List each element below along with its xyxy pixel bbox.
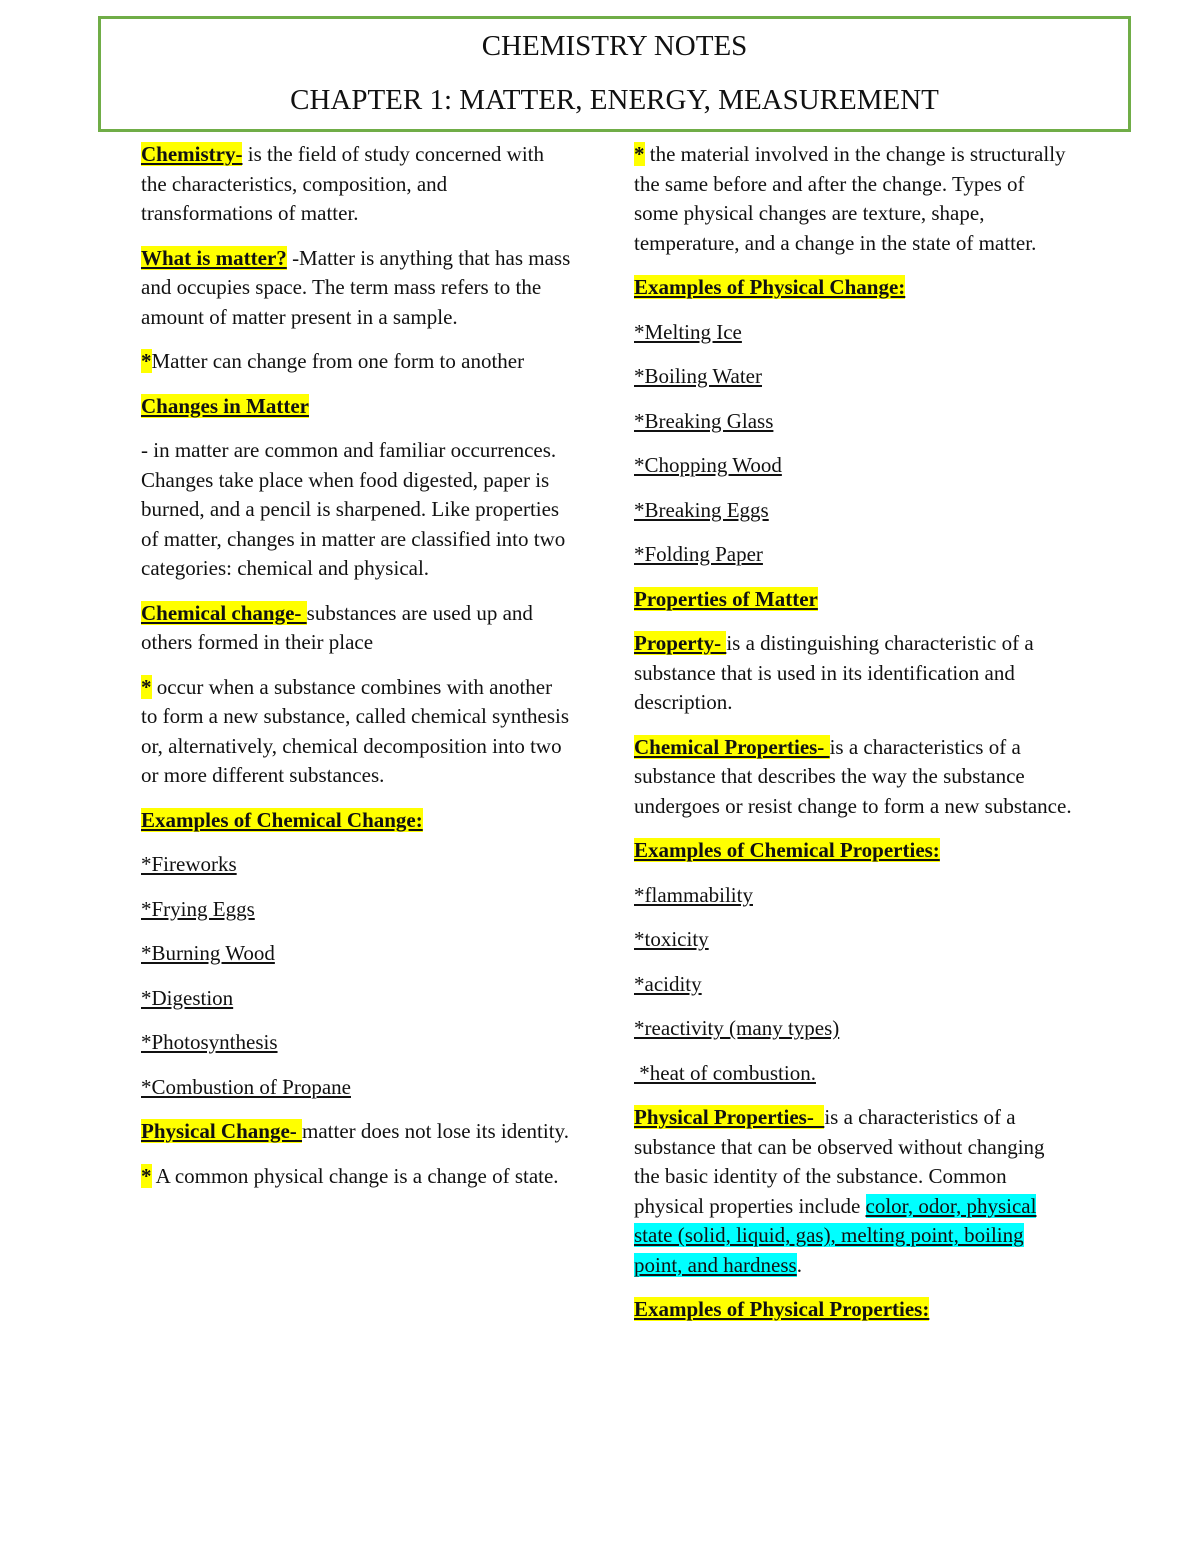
list-item: *Melting Ice [634,319,742,344]
chemical-change-note [141,673,571,791]
matter-change-note [141,347,571,377]
phys-props-examples-heading: Examples of Physical Properties: [634,1297,930,1321]
list-item: *heat of combustion. [634,1060,816,1085]
list-item: *acidity [634,971,702,996]
props-heading-para [634,585,1074,615]
physical-change-def: matter does not lose its identity. [302,1119,569,1143]
physical-change-term: Physical Change- [141,1119,303,1143]
chem-examples-heading-para [141,806,571,836]
phys-props-examples-heading-para [634,1295,1074,1325]
list-item: *toxicity [634,927,709,951]
physical-properties-definition [634,1103,1074,1280]
chemistry-term: Chemistry- [141,142,243,166]
list-item: *Folding Paper [634,542,763,566]
left-column [141,140,571,1206]
list-item: *Photosynthesis [141,1030,278,1054]
star-marker: * [141,1163,152,1188]
physical-change-note [141,1162,571,1192]
chemistry-definition [141,140,571,229]
phys-examples-heading: Examples of Physical Change: [634,275,906,299]
matter-def-text: -Matter is anything that has mass and occupies space. The term mass refers to the amount of matter present in a sample. [141,245,571,329]
list-item: *Chopping Wood [634,453,782,477]
list-item: *Digestion [141,985,234,1010]
list-item: *Boiling Water [634,364,762,388]
list-item: *Combustion of Propane [141,1074,351,1099]
material-note [634,140,1074,258]
chem-examples-heading: Examples of Chemical Change: [141,807,423,832]
chemical-properties-term: Chemical Properties- [634,734,830,759]
changes-heading-para [141,392,571,422]
list-item: *Fireworks [141,852,237,876]
props-heading: Properties of Matter [634,586,818,611]
property-def: is a distinguishing characteristic of a substance that is used in its identification and description. [634,631,1034,714]
material-note-text: the material involved in the change is structurally the same before and after the change. Types of some physical changes are texture, shape, temperature, and a change in the state of matter. [634,142,1066,255]
chemistry-def-text: is the field of study concerned with the characteristics, composition, and transformations of matter. [141,142,544,225]
chemical-change-note-text: occur when a substance combines with another to form a new substance, called chemical synthesis or, alternatively, chemical decomposition into two or more different substances. [141,674,570,787]
matter-question: What is matter? [141,245,287,270]
chapter-title: CHAPTER 1: MATTER, ENERGY, MEASUREMENT [290,84,939,116]
chemical-change-def: substances are used up and others formed in their place [141,600,533,654]
title-box [98,16,1131,132]
list-item: *Breaking Eggs [634,497,769,522]
matter-change-text: Matter can change from one form to another [151,349,525,373]
changes-text: - in matter are common and familiar occurrences. Changes take place when food digested, paper is burned, and a pencil is sharpened. Like properties of matter, changes in matter are classified into two categories: chemical and physical. [141,438,566,580]
chemical-properties-def: is a characteristics of a substance that describes the way the substance undergoes or resist change to form a new substance. [634,734,1072,818]
physical-properties-highlight: color, odor, physical state (solid, liquid, gas), melting point, boiling point, and hardness [634,1193,1037,1277]
changes-heading: Changes in Matter [141,393,309,418]
property-definition [634,629,1074,718]
list-item: *reactivity (many types) [634,1016,840,1040]
star-marker: * [141,674,152,699]
property-term: Property- [634,631,727,655]
chemical-properties-definition [634,733,1074,822]
list-item: *Burning Wood [141,941,275,965]
phys-examples-heading-para [634,273,1074,303]
physical-properties-def: is a characteristics of a substance that can be observed without changing the basic identity of the substance. Common physical properties include [634,1105,1045,1218]
chem-props-examples-heading: Examples of Chemical Properties: [634,838,940,862]
physical-properties-end: . [796,1252,802,1277]
matter-definition [141,244,571,333]
physical-change-definition [141,1117,571,1147]
physical-change-note-text: A common physical change is a change of state. [151,1163,559,1188]
star-marker: * [634,142,645,166]
right-column [634,140,1074,1340]
chemical-change-definition [141,599,571,658]
physical-properties-term: Physical Properties- [634,1105,825,1129]
list-item: *Frying Eggs [141,896,255,921]
chemical-change-term: Chemical change- [141,600,307,625]
list-item: *flammability [634,882,753,907]
document-title: CHEMISTRY NOTES [481,30,748,62]
chem-props-examples-heading-para [634,836,1074,866]
list-item: *Breaking Glass [634,408,774,433]
star-marker: * [141,349,152,373]
